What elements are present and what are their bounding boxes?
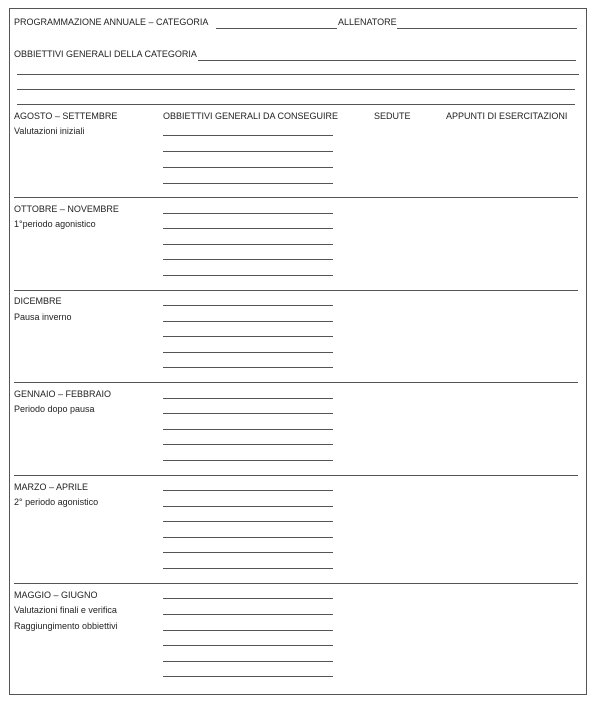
objective-line[interactable] <box>163 413 333 414</box>
objective-line[interactable] <box>163 336 333 337</box>
objective-line[interactable] <box>163 661 333 662</box>
section-title: GENNAIO – FEBBRAIO <box>14 389 112 399</box>
objective-line[interactable] <box>163 244 333 245</box>
objective-line[interactable] <box>163 552 333 553</box>
objective-line[interactable] <box>163 598 333 599</box>
section-subtitle: Pausa inverno <box>14 312 72 322</box>
section-title: DICEMBRE <box>14 296 62 306</box>
objective-line[interactable] <box>163 614 333 615</box>
allenatore-label: ALLENATORE <box>338 17 397 27</box>
obiettivi-categoria-line-2[interactable] <box>17 74 579 75</box>
objective-line[interactable] <box>163 183 333 184</box>
objective-line[interactable] <box>163 367 333 368</box>
objective-line[interactable] <box>163 228 333 229</box>
objective-line[interactable] <box>163 167 333 168</box>
section-subtitle-2: Raggiungimento obbiettivi <box>14 621 118 631</box>
objective-line[interactable] <box>163 568 333 569</box>
obiettivi-categoria-line-4[interactable] <box>17 104 575 105</box>
objective-line[interactable] <box>163 630 333 631</box>
obiettivi-categoria-field[interactable] <box>198 60 576 61</box>
categoria-field[interactable] <box>216 28 337 29</box>
objective-line[interactable] <box>163 275 333 276</box>
objective-line[interactable] <box>163 429 333 430</box>
objective-line[interactable] <box>163 352 333 353</box>
programmazione-label: PROGRAMMAZIONE ANNUALE – CATEGORIA <box>14 17 209 27</box>
section-subtitle: 1°periodo agonistico <box>14 219 96 229</box>
objective-line[interactable] <box>163 444 333 445</box>
column-header-objectives: OBBIETTIVI GENERALI DA CONSEGUIRE <box>163 111 339 121</box>
objective-line[interactable] <box>163 537 333 538</box>
column-header-notes: APPUNTI DI ESERCITAZIONI <box>446 111 568 121</box>
section-title: MAGGIO – GIUGNO <box>14 590 98 600</box>
objective-line[interactable] <box>163 398 333 399</box>
section-title: OTTOBRE – NOVEMBRE <box>14 204 119 214</box>
section-title: AGOSTO – SETTEMBRE <box>14 111 118 121</box>
section-subtitle: Valutazioni iniziali <box>14 126 85 136</box>
objective-line[interactable] <box>163 259 333 260</box>
objective-line[interactable] <box>163 521 333 522</box>
section-subtitle: Valutazioni finali e verifica <box>14 605 117 615</box>
section-subtitle: Periodo dopo pausa <box>14 404 95 414</box>
objective-line[interactable] <box>163 506 333 507</box>
objective-line[interactable] <box>163 305 333 306</box>
objective-line[interactable] <box>163 151 333 152</box>
section-divider <box>14 475 578 476</box>
objective-line[interactable] <box>163 321 333 322</box>
obiettivi-categoria-line-3[interactable] <box>17 89 575 90</box>
objective-line[interactable] <box>163 490 333 491</box>
objective-line[interactable] <box>163 460 333 461</box>
allenatore-field[interactable] <box>397 28 577 29</box>
section-divider <box>14 583 578 584</box>
section-subtitle: 2° periodo agonistico <box>14 497 99 507</box>
section-divider <box>14 382 578 383</box>
objective-line[interactable] <box>163 135 333 136</box>
objective-line[interactable] <box>163 676 333 677</box>
section-title: MARZO – APRILE <box>14 482 89 492</box>
column-header-sessions: SEDUTE <box>374 111 411 121</box>
obiettivi-categoria-label: OBBIETTIVI GENERALI DELLA CATEGORIA <box>14 49 197 59</box>
objective-line[interactable] <box>163 213 333 214</box>
section-divider <box>14 197 578 198</box>
section-divider <box>14 290 578 291</box>
objective-line[interactable] <box>163 645 333 646</box>
